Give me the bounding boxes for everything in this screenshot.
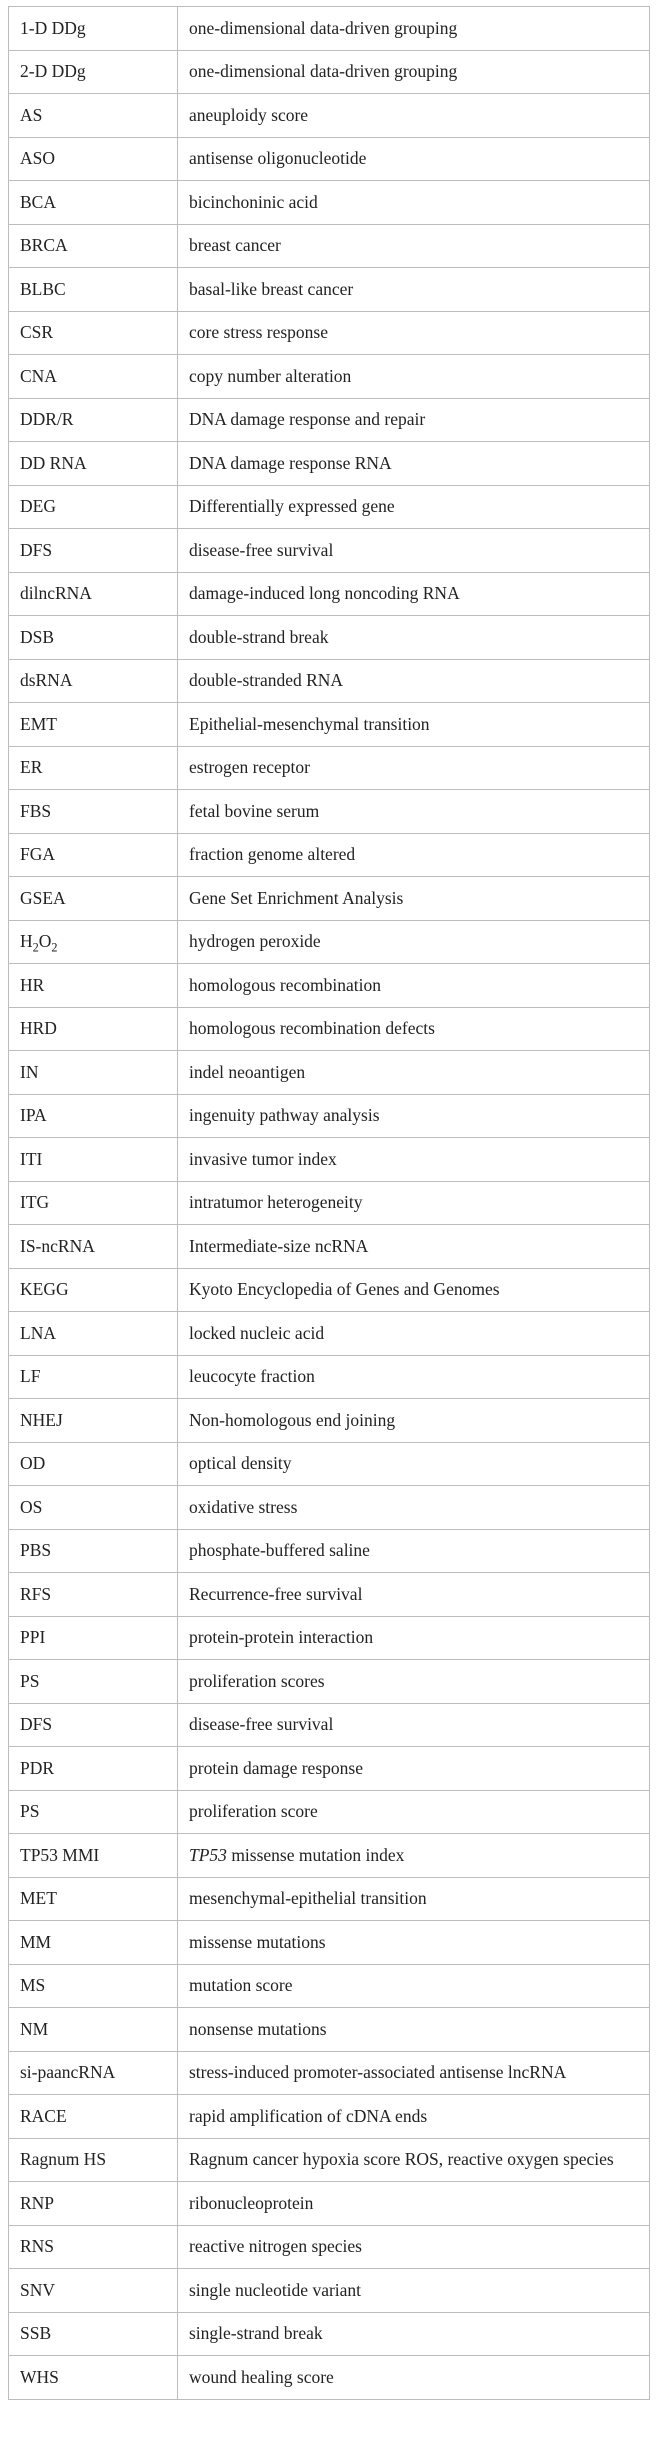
abbreviation-cell <box>9 920 178 964</box>
table-row <box>9 1616 650 1660</box>
definition-cell: nonsense mutations <box>178 2008 650 2052</box>
table-row <box>9 1703 650 1747</box>
abbreviation-cell: DEG <box>9 485 178 529</box>
table-row <box>9 1877 650 1921</box>
abbreviation-cell: DSB <box>9 616 178 660</box>
definition-cell: DNA damage response and repair <box>178 398 650 442</box>
table-row <box>9 572 650 616</box>
subscript: 2 <box>51 940 58 955</box>
table-row <box>9 964 650 1008</box>
table-row <box>9 2269 650 2313</box>
table-row <box>9 1094 650 1138</box>
table-row <box>9 1399 650 1443</box>
definition-cell: homologous recombination defects <box>178 1007 650 1051</box>
definition-cell: invasive tumor index <box>178 1138 650 1182</box>
abbreviation-cell: RNS <box>9 2225 178 2269</box>
abbreviation-cell: dsRNA <box>9 659 178 703</box>
abbreviation-cell: PBS <box>9 1529 178 1573</box>
abbreviation-cell: BCA <box>9 181 178 225</box>
definition-cell: missense mutations <box>178 1921 650 1965</box>
abbreviation-cell: ER <box>9 746 178 790</box>
abbreviation-cell: NM <box>9 2008 178 2052</box>
table-row <box>9 1138 650 1182</box>
table-row <box>9 1529 650 1573</box>
definition-cell: stress-induced promoter-associated antisense lncRNA <box>178 2051 650 2095</box>
abbreviation-cell: MET <box>9 1877 178 1921</box>
abbreviation-cell: DFS <box>9 1703 178 1747</box>
table-row <box>9 268 650 312</box>
table-row <box>9 1268 650 1312</box>
abbreviation-cell: AS <box>9 94 178 138</box>
table-row <box>9 529 650 573</box>
abbreviation-cell: PS <box>9 1660 178 1704</box>
table-row <box>9 1964 650 2008</box>
table-row <box>9 181 650 225</box>
definition-cell: locked nucleic acid <box>178 1312 650 1356</box>
table-row <box>9 2312 650 2356</box>
definition-cell: single-strand break <box>178 2312 650 2356</box>
table-row <box>9 311 650 355</box>
definition-cell: Kyoto Encyclopedia of Genes and Genomes <box>178 1268 650 1312</box>
definition-cell: oxidative stress <box>178 1486 650 1530</box>
table-row <box>9 659 650 703</box>
abbreviation-cell: Ragnum HS <box>9 2138 178 2182</box>
definition-cell: Ragnum cancer hypoxia score ROS, reactive oxygen species <box>178 2138 650 2182</box>
definition-cell: ingenuity pathway analysis <box>178 1094 650 1138</box>
table-row <box>9 746 650 790</box>
abbreviation-cell: DD RNA <box>9 442 178 486</box>
table-row <box>9 703 650 747</box>
definition-cell: ribonucleoprotein <box>178 2182 650 2226</box>
abbreviation-cell: NHEJ <box>9 1399 178 1443</box>
table-row <box>9 398 650 442</box>
abbreviation-cell: 2-D DDg <box>9 50 178 94</box>
abbreviation-cell: 1-D DDg <box>9 7 178 51</box>
abbreviations-table <box>8 6 650 2400</box>
abbreviation-cell: RNP <box>9 2182 178 2226</box>
table-row <box>9 1486 650 1530</box>
gene-name: TP53 <box>189 1844 227 1865</box>
definition-cell: disease-free survival <box>178 1703 650 1747</box>
definition-cell: Recurrence-free survival <box>178 1573 650 1617</box>
definition-cell: reactive nitrogen species <box>178 2225 650 2269</box>
abbreviation-cell: SNV <box>9 2269 178 2313</box>
abbreviation-cell: DFS <box>9 529 178 573</box>
abbreviation-cell: BLBC <box>9 268 178 312</box>
definition-cell: Non-homologous end joining <box>178 1399 650 1443</box>
table-row <box>9 1790 650 1834</box>
table-row <box>9 877 650 921</box>
table-row <box>9 2182 650 2226</box>
definition-cell: intratumor heterogeneity <box>178 1181 650 1225</box>
definition-cell: proliferation scores <box>178 1660 650 1704</box>
abbreviation-cell: PS <box>9 1790 178 1834</box>
definition-cell <box>178 1834 650 1878</box>
formula-part: O <box>38 931 52 952</box>
definition-text: missense mutation index <box>226 1844 405 1865</box>
definition-cell: one-dimensional data-driven grouping <box>178 50 650 94</box>
definition-cell: Gene Set Enrichment Analysis <box>178 877 650 921</box>
definition-cell: protein-protein interaction <box>178 1616 650 1660</box>
definition-cell: phosphate-buffered saline <box>178 1529 650 1573</box>
definition-cell: bicinchoninic acid <box>178 181 650 225</box>
abbreviation-cell: si-paancRNA <box>9 2051 178 2095</box>
table-row <box>9 1573 650 1617</box>
table-row <box>9 442 650 486</box>
table-row <box>9 616 650 660</box>
table-row <box>9 137 650 181</box>
abbreviation-cell: RACE <box>9 2095 178 2139</box>
table-row <box>9 94 650 138</box>
table-row <box>9 833 650 877</box>
definition-cell: mesenchymal-epithelial transition <box>178 1877 650 1921</box>
abbreviation-cell: PPI <box>9 1616 178 1660</box>
abbreviation-cell: OS <box>9 1486 178 1530</box>
table-row <box>9 355 650 399</box>
abbreviation-cell: BRCA <box>9 224 178 268</box>
table-row <box>9 2138 650 2182</box>
table-row <box>9 1834 650 1878</box>
abbreviations-table-body <box>9 7 650 2400</box>
definition-cell: fraction genome altered <box>178 833 650 877</box>
definition-cell: DNA damage response RNA <box>178 442 650 486</box>
abbreviation-cell: OD <box>9 1442 178 1486</box>
table-row <box>9 1181 650 1225</box>
definition-cell: one-dimensional data-driven grouping <box>178 7 650 51</box>
abbreviation-cell: IN <box>9 1051 178 1095</box>
abbreviation-cell: PDR <box>9 1747 178 1791</box>
table-row <box>9 1051 650 1095</box>
abbreviation-cell: SSB <box>9 2312 178 2356</box>
definition-cell: Epithelial-mesenchymal transition <box>178 703 650 747</box>
definition-cell: rapid amplification of cDNA ends <box>178 2095 650 2139</box>
table-row <box>9 920 650 964</box>
abbreviation-cell: HR <box>9 964 178 1008</box>
table-row <box>9 1007 650 1051</box>
abbreviation-cell: TP53 MMI <box>9 1834 178 1878</box>
table-row <box>9 1312 650 1356</box>
abbreviation-cell: HRD <box>9 1007 178 1051</box>
abbreviation-cell: FBS <box>9 790 178 834</box>
abbreviation-cell: CNA <box>9 355 178 399</box>
definition-cell: protein damage response <box>178 1747 650 1791</box>
definition-cell: basal-like breast cancer <box>178 268 650 312</box>
definition-cell: breast cancer <box>178 224 650 268</box>
abbreviation-cell: DDR/R <box>9 398 178 442</box>
table-row <box>9 2095 650 2139</box>
table-row <box>9 224 650 268</box>
abbreviation-cell: ASO <box>9 137 178 181</box>
definition-cell: damage-induced long noncoding RNA <box>178 572 650 616</box>
definition-cell: Intermediate-size ncRNA <box>178 1225 650 1269</box>
abbreviation-cell: GSEA <box>9 877 178 921</box>
table-row <box>9 2008 650 2052</box>
definition-cell: indel neoantigen <box>178 1051 650 1095</box>
definition-cell: copy number alteration <box>178 355 650 399</box>
table-row <box>9 2225 650 2269</box>
table-row <box>9 485 650 529</box>
abbreviation-cell: IS-ncRNA <box>9 1225 178 1269</box>
abbreviation-cell: MS <box>9 1964 178 2008</box>
definition-cell: estrogen receptor <box>178 746 650 790</box>
abbreviation-cell: KEGG <box>9 1268 178 1312</box>
abbreviation-cell: CSR <box>9 311 178 355</box>
table-row <box>9 790 650 834</box>
subscript: 2 <box>32 940 39 955</box>
table-row <box>9 2356 650 2400</box>
definition-cell: antisense oligonucleotide <box>178 137 650 181</box>
abbreviation-cell: WHS <box>9 2356 178 2400</box>
table-row <box>9 1442 650 1486</box>
table-row <box>9 1921 650 1965</box>
definition-cell: mutation score <box>178 1964 650 2008</box>
abbreviation-cell: LNA <box>9 1312 178 1356</box>
table-row <box>9 1355 650 1399</box>
table-row <box>9 1660 650 1704</box>
definition-cell: fetal bovine serum <box>178 790 650 834</box>
definition-cell: proliferation score <box>178 1790 650 1834</box>
definition-cell: optical density <box>178 1442 650 1486</box>
definition-cell: leucocyte fraction <box>178 1355 650 1399</box>
abbreviation-cell: LF <box>9 1355 178 1399</box>
definition-cell: double-strand break <box>178 616 650 660</box>
table-row <box>9 1747 650 1791</box>
abbreviation-cell: dilncRNA <box>9 572 178 616</box>
definition-cell: single nucleotide variant <box>178 2269 650 2313</box>
abbreviation-cell: EMT <box>9 703 178 747</box>
abbreviation-cell: RFS <box>9 1573 178 1617</box>
abbreviation-cell: ITI <box>9 1138 178 1182</box>
abbreviation-cell: MM <box>9 1921 178 1965</box>
definition-cell: core stress response <box>178 311 650 355</box>
table-row <box>9 2051 650 2095</box>
table-row <box>9 50 650 94</box>
definition-cell: wound healing score <box>178 2356 650 2400</box>
abbreviation-cell: IPA <box>9 1094 178 1138</box>
definition-cell: disease-free survival <box>178 529 650 573</box>
table-row <box>9 7 650 51</box>
definition-cell: aneuploidy score <box>178 94 650 138</box>
abbreviation-cell: ITG <box>9 1181 178 1225</box>
formula-part: H <box>20 931 33 952</box>
table-row <box>9 1225 650 1269</box>
definition-cell: homologous recombination <box>178 964 650 1008</box>
definition-cell: hydrogen peroxide <box>178 920 650 964</box>
definition-cell: double-stranded RNA <box>178 659 650 703</box>
abbreviation-cell: FGA <box>9 833 178 877</box>
definition-cell: Differentially expressed gene <box>178 485 650 529</box>
